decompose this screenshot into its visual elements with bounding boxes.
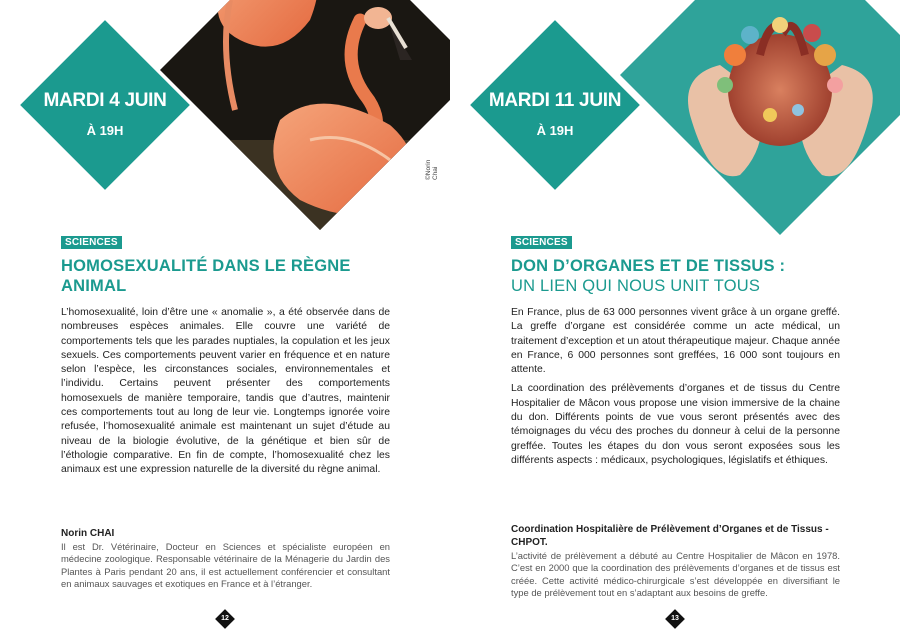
event-title (61, 256, 401, 296)
title-line-2: ANIMAL (61, 277, 127, 295)
description-paragraph: L’homosexualité, loin d’être une « anomalie », a été observée dans de nombreuses espèces animales. Elle couvre une variété de comportements tels que les parades nuptiales, la copulation et les jeux sexuels. Ces comportements peuvent varier en fréquence et en nature selon l’espèce, les circonstances sociales, environnementales et l’individu. Certains peuvent présenter des comportements homosexuels de manière temporaire, tandis que d’autres, maintenir ces comportements tout au long de leur vie. Longtemps ignorée voire refusée, l’homosexualité animale est maintenant un sujet d’étude au niveau de la biologie évolutive, de la génétique et bien sûr de l’éthologie comparative. En fin de compte, l’homosexualité chez les animaux est une expression naturelle de la diversité du règne animal. (61, 307, 390, 476)
event-date: MARDI 4 JUIN (43, 90, 167, 111)
organizer-bio: L’activité de prélèvement a débuté au Centre Hospitalier de Mâcon en 1978. C’est en 2000 que la coordination des prélèvements d’organes et de tissus est créée. Cette activité médico-chirurgicale s’est développée en diversifiant le type de prélèvement tout en s’adaptant aux besoins de greffe. (511, 550, 840, 599)
speaker-bio: Il est Dr. Vétérinaire, Docteur en Sciences et spécialiste européen en médecine zoologique. Responsable vétérinaire de la Ménagerie du Jardin des Plantes à Paris pendant 20 ans, il est actuellement conférencier et consultant en animaux sauvages et exotiques en France et à l’étranger. (61, 541, 390, 590)
category-tag: SCIENCES (511, 236, 572, 249)
description-paragraph-2: La coordination des prélèvements d’organes et de tissus du Centre Hospitalier de Mâcon vous propose une vision immersive de la chaine du don. Différents points de vue vous seront présentés avec des témoignages du vécu des proches du donneur à celui de la personne greffée. Toutes les étapes du don vous seront exposées sous les différents aspects : médicaux, psychologiques, législatifs et éthiques. (511, 383, 840, 466)
right-page (450, 0, 900, 637)
event-description (511, 306, 840, 473)
title-line-2: UN LIEN QUI NOUS UNIT TOUS (511, 277, 761, 295)
page-number: 12 (221, 615, 229, 622)
photo-credit: ©Norin Chai (425, 159, 439, 180)
date-diamond (470, 20, 640, 190)
title-line-1: HOMOSEXUALITÉ DANS LE RÈGNE (61, 257, 351, 275)
page-number-diamond-icon (215, 609, 235, 629)
description-paragraph-1: En France, plus de 63 000 personnes vivent grâce à un organe greffé. La greffe d’organe est considérée comme un acte médical, un traitement d’exception et un atout thérapeutique majeur. Chaque année en France, 6 000 personnes sont greffées, 16 000 sont toujours en attente. (511, 307, 840, 376)
event-time: À 19H (86, 123, 124, 138)
date-diamond (20, 20, 190, 190)
event-description (61, 306, 390, 483)
event-date: MARDI 11 JUIN (488, 90, 622, 111)
page-number: 13 (671, 615, 679, 622)
page-number-diamond-icon (665, 609, 685, 629)
event-title (511, 256, 851, 296)
title-line-1: DON D’ORGANES ET DE TISSUS : (511, 257, 786, 275)
category-tag: SCIENCES (61, 236, 122, 249)
organizer-name: Coordination Hospitalière de Prélèvement d’Organes et de Tissus - CHPOT. (511, 524, 829, 548)
speaker-name: Norin CHAI (61, 528, 115, 539)
flamingo-photo (160, 0, 450, 230)
event-time: À 19H (536, 123, 574, 138)
heart-photo (620, 0, 900, 235)
